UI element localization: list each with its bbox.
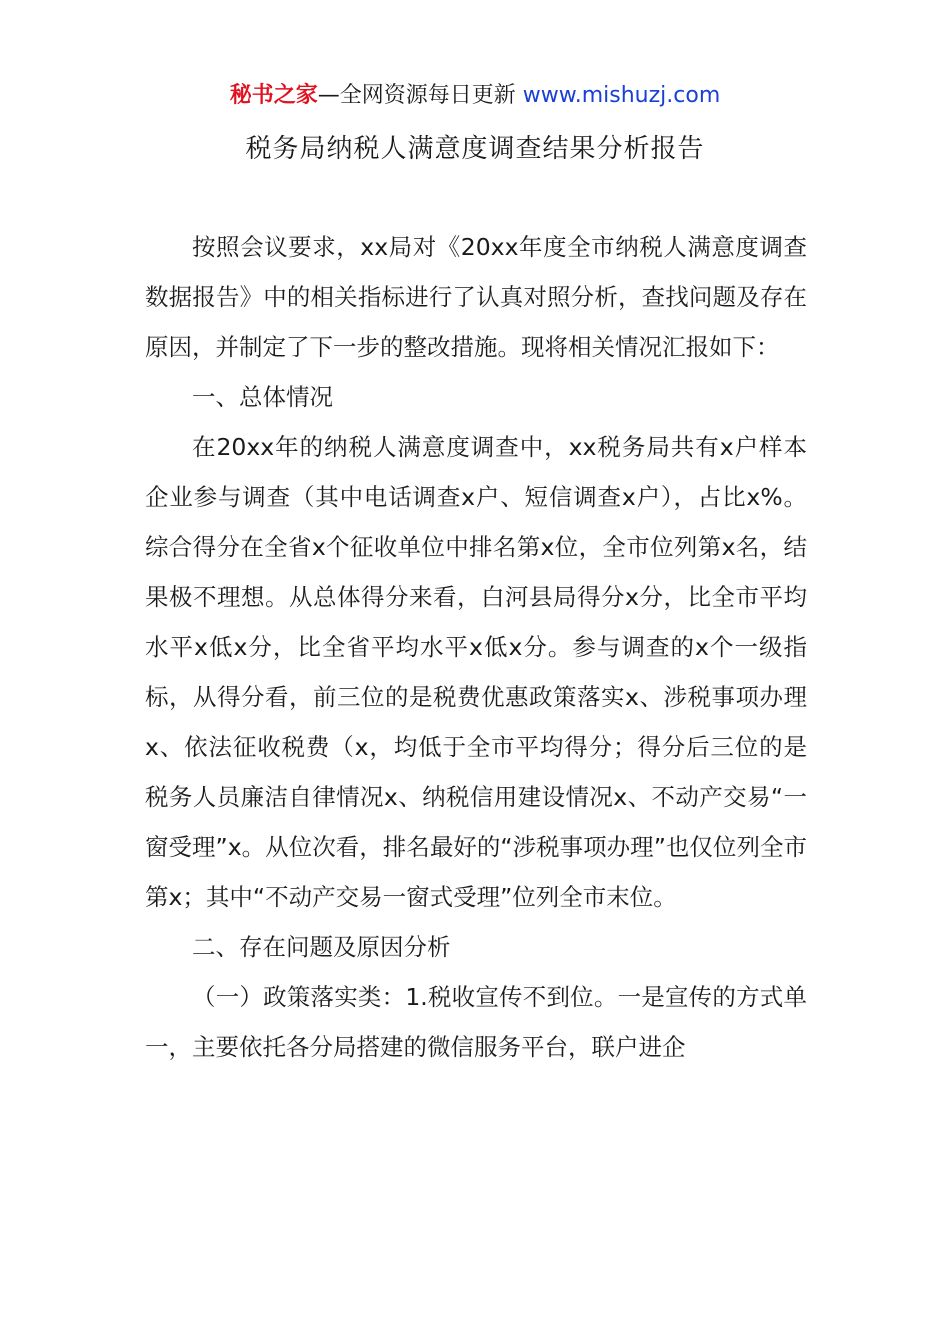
policy-paragraph: （一）政策落实类：1.税收宣传不到位。一是宣传的方式单一，主要依托各分局搭建的微信服务平台，联户进企	[145, 983, 807, 1061]
brand-name: 秘书之家	[229, 83, 318, 108]
section-heading-problems: 二、存在问题及原因分析	[192, 933, 451, 961]
intro-paragraph: 按照会议要求，xx局对《20xx年度全市纳税人满意度调查数据报告》中的相关指标进行了认真对照分析，查找问题及存在原因，并制定了下一步的整改措施。现将相关情况汇报如下：	[145, 233, 807, 361]
section-heading-overview: 一、总体情况	[192, 383, 333, 411]
document-title: 税务局纳税人满意度调查结果分析报告	[245, 134, 705, 164]
site-header	[0, 80, 950, 112]
overview-paragraph: 在20xx年的纳税人满意度调查中，xx税务局共有x户样本企业参与调查（其中电话调查x户、短信调查x户），占比x%。综合得分在全省x个征收单位中排名第x位，全市位列第x名，结果极不理想。从总体得分来看，白河县局得分x分，比全市平均水平x低x分，比全省平均水平x低x分。参与调查的x个一级指标，从得分看，前三位的是税费优惠政策落实x、涉税事项办理x、依法征收税费（x，均低于全市平均得分；得分后三位的是税务人员廉洁自律情况x、纳税信用建设情况x、不动产交易“一窗受理”x。从位次看，排名最好的“涉税事项办理”也仅位列全市第x；其中“不动产交易一窗式受理”位列全市末位。	[145, 433, 807, 911]
site-url-link[interactable]: www.mishuzj.com	[522, 83, 721, 108]
header-slogan: —全网资源每日更新	[317, 83, 516, 108]
document-body	[145, 222, 807, 1072]
